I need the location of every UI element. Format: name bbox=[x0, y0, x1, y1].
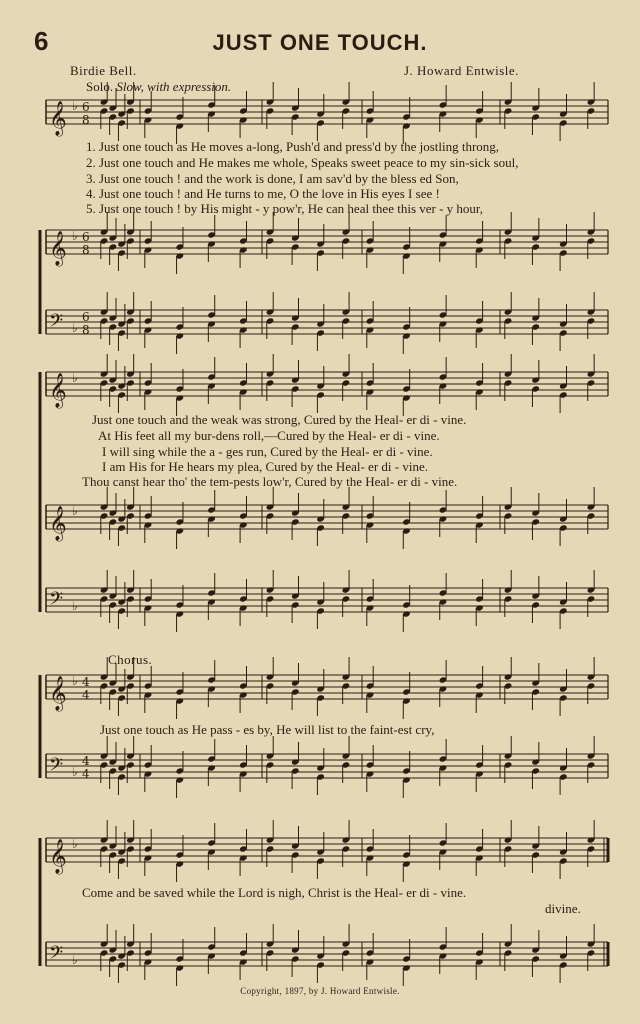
system1-bass-flat-icon: ♭ bbox=[72, 321, 78, 335]
system1-treble-mid-time-den: 8 bbox=[82, 243, 90, 257]
system3-treble-time-num: 4 bbox=[82, 675, 90, 689]
verse-line-1a: 1. Just one touch as He moves a-long, Push'd and press'd by the jostling throng, bbox=[86, 139, 500, 154]
chorus-line-1: Just one touch as He pass - es by, He will list to the faint-est cry, bbox=[100, 722, 435, 737]
chorus-line-2: Come and be saved while the Lord is nigh, Christ is the Heal- er di - vine. bbox=[82, 885, 467, 900]
chorus-line-2-alt: divine. bbox=[545, 901, 581, 916]
system3-bass-time-num: 4 bbox=[82, 754, 90, 768]
system1-bass-bass-clef-icon: 𝄢 bbox=[49, 311, 64, 336]
solo-label: Solo. bbox=[86, 79, 114, 94]
chorus-label: Chorus. bbox=[108, 652, 153, 667]
copyright-notice: Copyright, 1897, by J. Howard Entwisle. bbox=[240, 986, 400, 996]
system3-treble-treble-clef-icon: 𝄞 bbox=[49, 676, 67, 711]
system1-treble-top-treble-clef-icon: 𝄞 bbox=[49, 101, 67, 136]
system1-treble-top-time-den: 8 bbox=[82, 113, 90, 127]
system2-treble-top-treble-clef-icon: 𝄞 bbox=[49, 373, 67, 408]
verse-line-5b: Thou canst hear tho' the tem-pests low'r, Cured by the Heal- er di - vine. bbox=[82, 474, 458, 489]
system1-treble-mid-time-num: 6 bbox=[82, 230, 90, 244]
verse-line-4a: 4. Just one touch ! and He turns to me, O the love in His eyes I see ! bbox=[86, 186, 440, 201]
system2-treble-top-flat-icon: ♭ bbox=[72, 371, 78, 385]
system1-treble-mid-flat-icon: ♭ bbox=[72, 229, 78, 243]
system3-treble-flat-icon: ♭ bbox=[72, 674, 78, 688]
system2-treble-mid-flat-icon: ♭ bbox=[72, 504, 78, 518]
hymn-title: JUST ONE TOUCH. bbox=[212, 30, 428, 55]
system4-bass-bass-clef-icon: 𝄢 bbox=[49, 943, 64, 968]
tempo-marking: Slow, with expression. bbox=[116, 79, 232, 94]
verse-line-3a: 3. Just one touch ! and the work is done, I am sav'd by the bless ed Son, bbox=[86, 171, 459, 186]
system1-treble-top-time-num: 6 bbox=[82, 100, 90, 114]
verse-line-1b: Just one touch and the weak was strong, Cured by the Heal- er di - vine. bbox=[92, 412, 467, 427]
system2-bass-bass-clef-icon: 𝄢 bbox=[49, 589, 64, 614]
system1-treble-mid-treble-clef-icon: 𝄞 bbox=[49, 231, 67, 266]
system1-treble-top-flat-icon: ♭ bbox=[72, 99, 78, 113]
page-number: 6 bbox=[34, 26, 49, 56]
verse-line-5a: 5. Just one touch ! by His might - y pow'r, He can heal thee this ver - y hour, bbox=[86, 201, 483, 216]
lyricist: Birdie Bell. bbox=[70, 63, 137, 78]
system4-bass-flat-icon: ♭ bbox=[72, 953, 78, 967]
system3-bass-bass-clef-icon: 𝄢 bbox=[49, 755, 64, 780]
system2-bass-flat-icon: ♭ bbox=[72, 599, 78, 613]
system4-treble-flat-icon: ♭ bbox=[72, 837, 78, 851]
system1-bass-time-num: 6 bbox=[82, 310, 90, 324]
verse-line-3b: I will sing while the a - ges run, Cured by the Heal- er di - vine. bbox=[102, 444, 433, 459]
composer: J. Howard Entwisle. bbox=[404, 63, 519, 78]
system3-bass-flat-icon: ♭ bbox=[72, 765, 78, 779]
system3-bass-time-den: 4 bbox=[82, 767, 90, 781]
verse-line-2b: At His feet all my bur-dens roll,—Cured by the Heal- er di - vine. bbox=[98, 428, 440, 443]
verse-line-2a: 2. Just one touch and He makes me whole, Speaks sweet peace to my sin-sick soul, bbox=[86, 155, 519, 170]
system4-treble-treble-clef-icon: 𝄞 bbox=[49, 839, 67, 874]
system2-treble-mid-treble-clef-icon: 𝄞 bbox=[49, 506, 67, 541]
system3-treble-time-den: 4 bbox=[82, 688, 90, 702]
system1-bass-time-den: 8 bbox=[82, 323, 90, 337]
verse-line-4b: I am His for He hears my plea, Cured by the Heal- er di - vine. bbox=[102, 459, 428, 474]
